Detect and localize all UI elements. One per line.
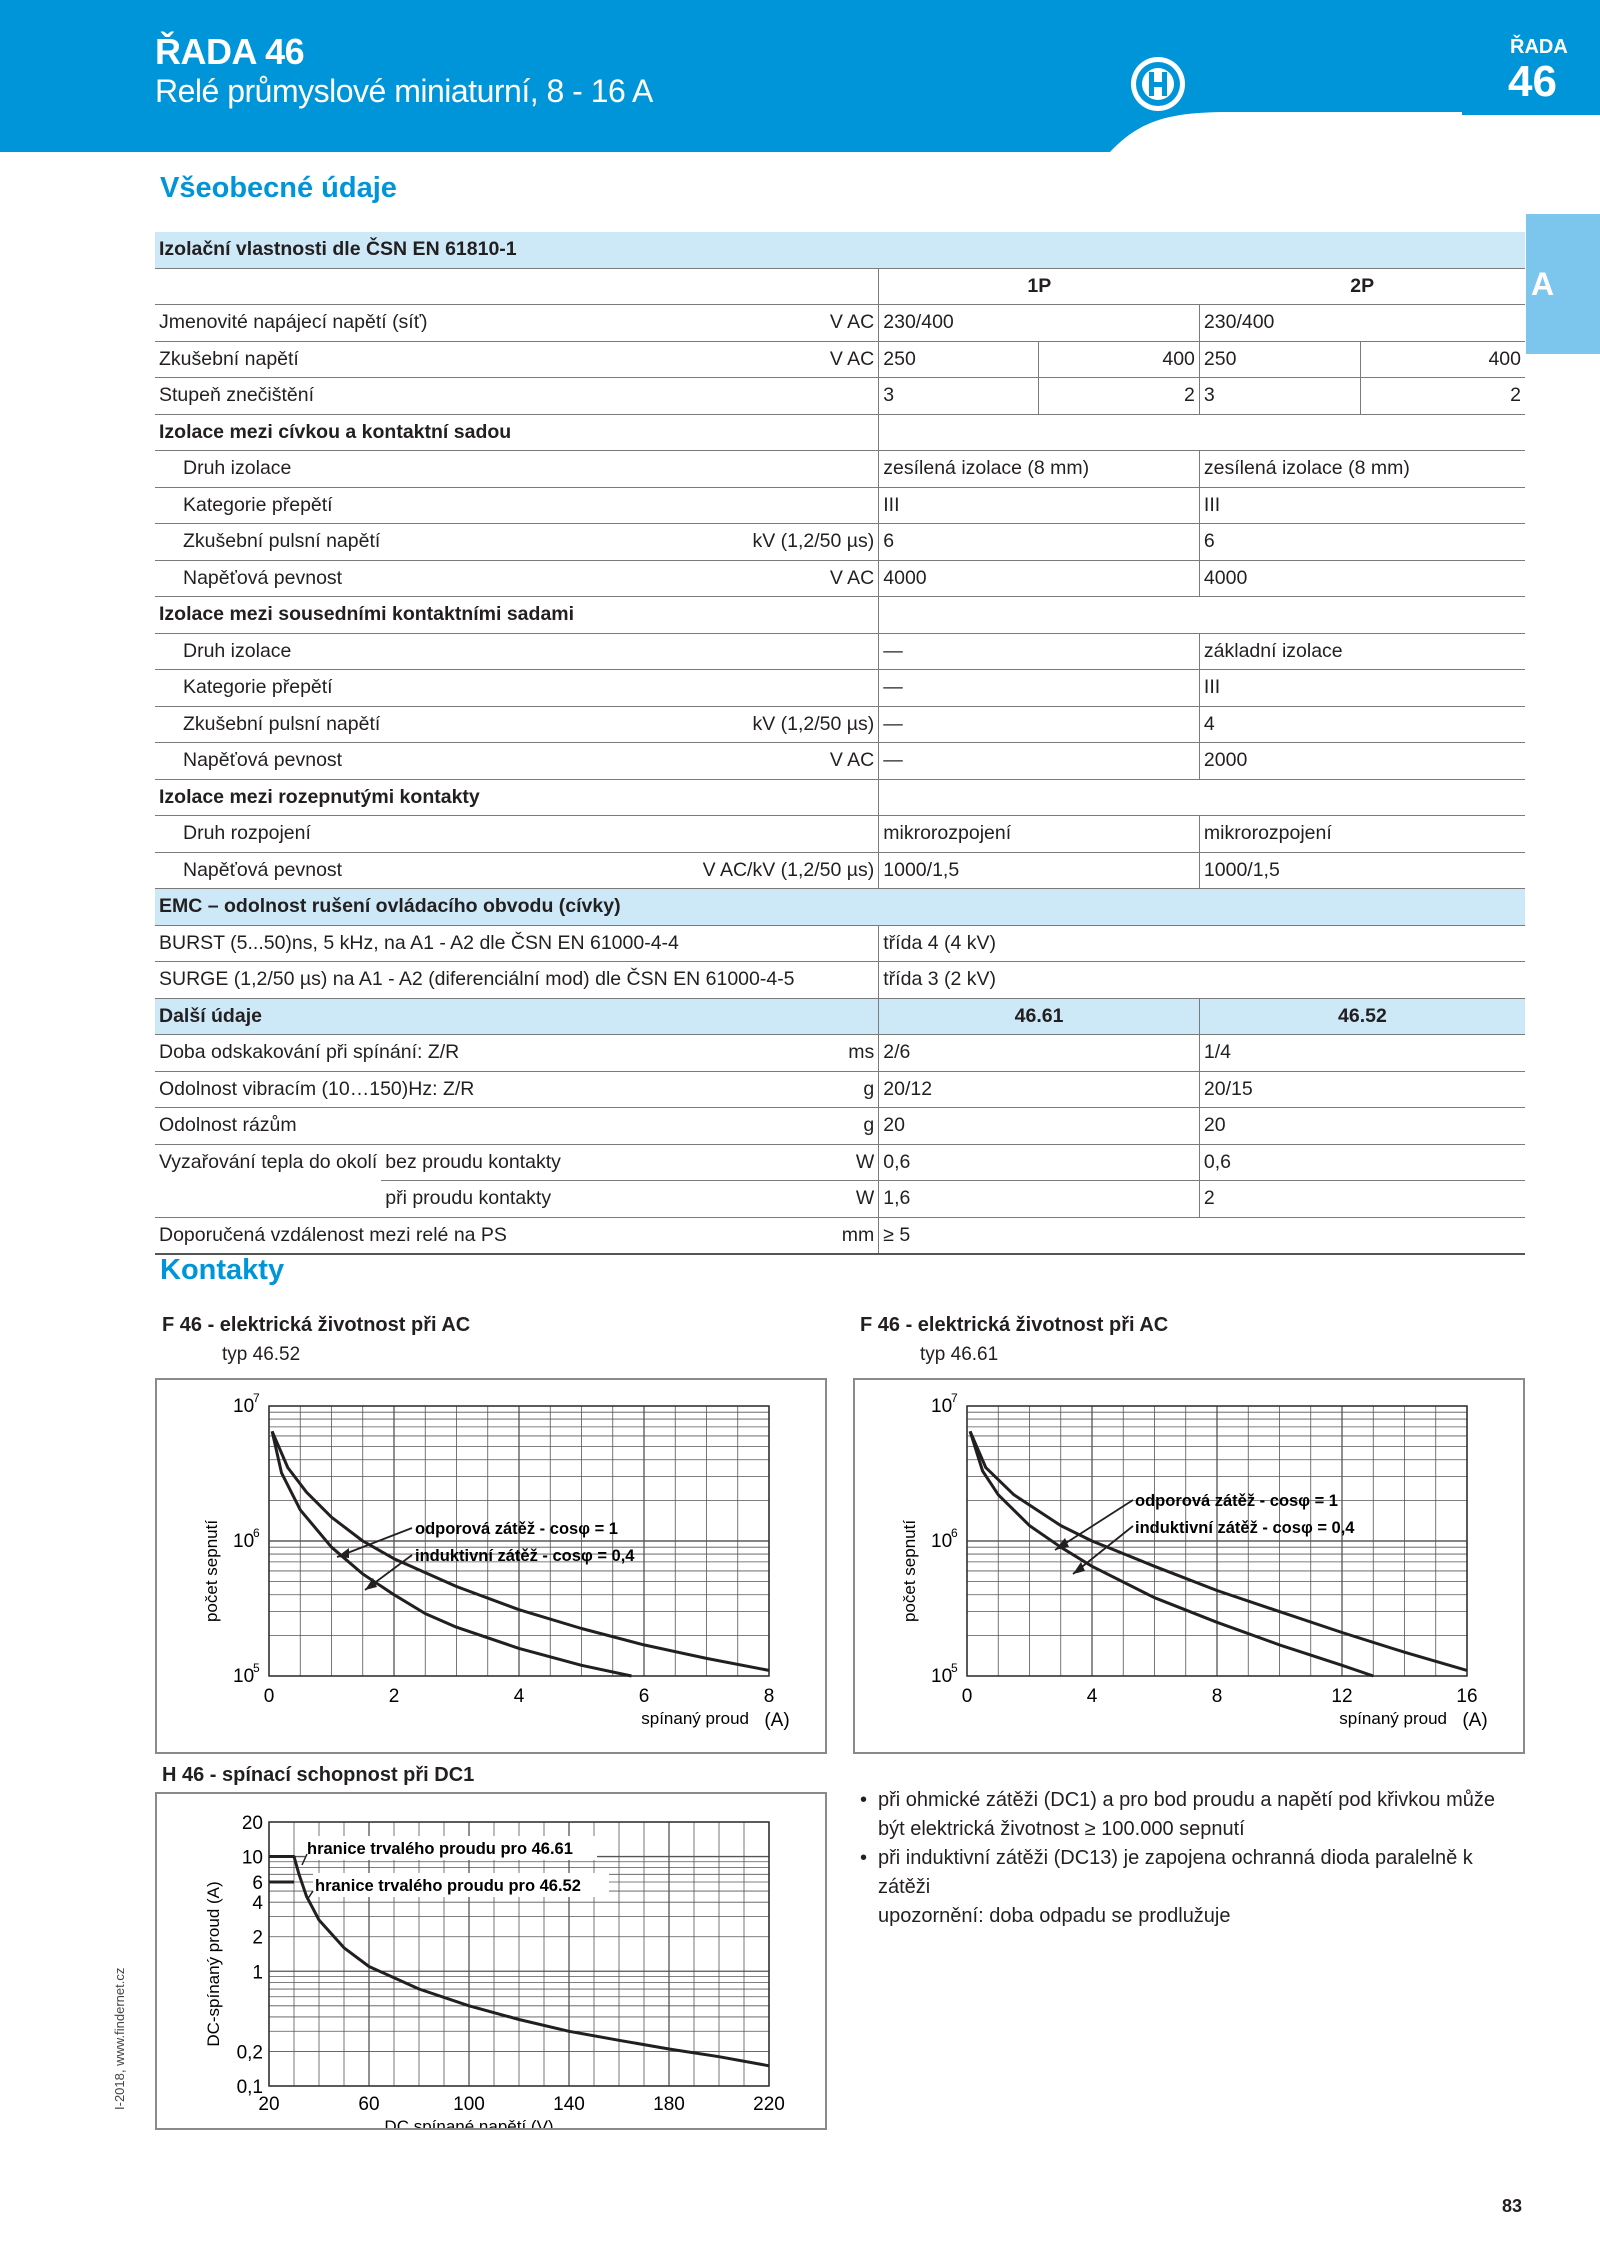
table-row: [155, 743, 1525, 780]
row-label: Napěťová pevnost: [155, 852, 565, 889]
y-tick-exponent: 7: [253, 1391, 260, 1405]
y-axis-label: počet sepnutí: [900, 1519, 919, 1623]
table-row: [155, 1217, 1525, 1254]
cell-value: III: [1199, 670, 1525, 707]
row-label: Kategorie přepětí: [155, 487, 565, 524]
series-line-1: [970, 1431, 1467, 1670]
page-title: ŘADA 46: [155, 31, 305, 72]
row-label: Odolnost vibracím (10…150)Hz: Z/R: [155, 1071, 565, 1108]
y-tick-exponent: 6: [951, 1526, 958, 1540]
x-axis-label: spínaný proud: [1339, 1709, 1447, 1728]
table-row: [155, 962, 1525, 999]
chart1-subtitle: typ 46.52: [222, 1344, 301, 1365]
row-label: Zkušební napětí: [155, 341, 565, 378]
x-tick-label: 140: [553, 2094, 585, 2115]
spec-table: [155, 232, 1525, 1255]
row-unit: [565, 378, 879, 415]
table-row: [155, 305, 1525, 342]
legend-bg: [1133, 1488, 1371, 1538]
y-tick-label: 10: [241, 1847, 263, 1869]
x-axis-unit: (A): [1462, 1710, 1488, 1731]
cell-value: 6: [1199, 524, 1525, 561]
series-number: 46: [1508, 57, 1557, 106]
x-tick-label: 16: [1456, 1686, 1478, 1707]
cell-value: 250: [879, 341, 1038, 378]
row-label: Doporučená vzdálenost mezi relé na PS: [155, 1217, 565, 1254]
table-row: [155, 816, 1525, 853]
chart1-title: F 46 - elektrická životnost při AC: [162, 1314, 471, 1336]
table-band: [155, 889, 1525, 926]
cell-value: třída 3 (2 kV): [879, 962, 1525, 999]
section-title-contacts: Kontakty: [160, 1254, 285, 1286]
section-title-general: Všeobecné údaje: [160, 172, 397, 204]
cell-value: —: [879, 706, 1200, 743]
cell-value: 4: [1199, 706, 1525, 743]
row-unit: W: [565, 1181, 879, 1218]
x-tick-label: 100: [453, 2094, 485, 2115]
band-emc: EMC – odolnost rušení ovládacího obvodu (cívky): [155, 889, 1525, 926]
chart2-subtitle: typ 46.61: [920, 1344, 999, 1365]
row-label: BURST (5...50)ns, 5 kHz, na A1 - A2 dle ČSN EN 61000-4-4: [155, 925, 879, 962]
cell-value: 230/400: [879, 305, 1200, 342]
band-insulation: Izolační vlastnosti dle ČSN EN 61810-1: [155, 232, 1525, 268]
table-row: [155, 487, 1525, 524]
cell-value: mikrorozpojení: [1199, 816, 1525, 853]
legend-arrow-head: [1073, 1562, 1085, 1574]
subsection-label: Izolace mezi sousedními kontaktními sadami: [155, 597, 879, 634]
cell-value: zesílená izolace (8 mm): [1199, 451, 1525, 488]
row-unit: V AC: [565, 341, 879, 378]
chart2-frame: [853, 1378, 1525, 1754]
y-tick-label: 0,2: [236, 2042, 263, 2064]
cell-value: 230/400: [1199, 305, 1525, 342]
cell-value: 1,6: [879, 1181, 1200, 1218]
chart2-title: F 46 - elektrická životnost při AC: [860, 1314, 1169, 1336]
cell-value: III: [879, 487, 1200, 524]
annotation-4661: hranice trvalého proudu pro 46.61: [307, 1840, 573, 1858]
table-row: [155, 597, 1525, 634]
footer-side-text: I-2018, www.findernet.cz: [112, 1967, 127, 2110]
note-item: • při induktivní zátěži (DC13) je zapojena ochranná dioda paralelně k zátěži: [860, 1847, 1473, 1898]
cell-value: 20/15: [1199, 1071, 1525, 1108]
note-item: • při ohmické zátěži (DC1) a pro bod proudu a napětí pod křivkou může být elektrická životnost ≥ 100.000 sepnutí: [860, 1789, 1495, 1840]
row-unit: kV (1,2/50 µs): [565, 524, 879, 561]
cell-value: 0,6: [1199, 1144, 1525, 1181]
y-tick-label: 6: [252, 1872, 263, 1894]
row-unit: [565, 451, 879, 488]
x-tick-label: 220: [753, 2094, 785, 2115]
y-tick-label: 4: [252, 1893, 263, 1915]
x-tick-label: 60: [358, 2094, 380, 2115]
cell-value: —: [879, 633, 1200, 670]
legend-label-2: induktivní zátěž - cosφ = 0,4: [415, 1547, 635, 1565]
table-row: [155, 414, 1525, 451]
cell-value: 20: [879, 1108, 1200, 1145]
legend-label-1: odporová zátěž - cosφ = 1: [415, 1520, 618, 1538]
section-tab-label: A: [1531, 266, 1555, 302]
row-unit: kV (1,2/50 µs): [565, 706, 879, 743]
table-row: [155, 378, 1525, 415]
chart1-svg: [157, 1380, 825, 1752]
row-label: Doba odskakování při spínání: Z/R: [155, 1035, 565, 1072]
row-unit: V AC: [565, 743, 879, 780]
cell-value: 2: [1360, 378, 1525, 415]
x-tick-label: 8: [1211, 1686, 1223, 1707]
subsection-label: Izolace mezi rozepnutými kontakty: [155, 779, 879, 816]
cell-value: 250: [1199, 341, 1360, 378]
note-text: při ohmické zátěži (DC1) a pro bod proudu a napětí pod křivkou může být elektrická životnost ≥ 100.000 sepnutí: [878, 1789, 1495, 1840]
cell-value: 2: [1038, 378, 1199, 415]
table-row: [155, 1144, 1525, 1181]
row-label: Druh izolace: [155, 633, 565, 670]
row-label: Jmenovité napájecí napětí (síť): [155, 305, 565, 342]
chart3-frame: [155, 1792, 827, 2130]
legend-bg: [413, 1516, 651, 1566]
row-label: Kategorie přepětí: [155, 670, 565, 707]
y-axis-label: počet sepnutí: [202, 1519, 221, 1623]
row-unit: V AC: [565, 305, 879, 342]
cell-value: 1/4: [1199, 1035, 1525, 1072]
table-row: [155, 524, 1525, 561]
cell-value: —: [879, 743, 1200, 780]
row-label: Zkušební pulsní napětí: [155, 706, 565, 743]
row-sublabel: při proudu kontakty: [381, 1181, 565, 1218]
legend-label-1: odporová zátěž - cosφ = 1: [1135, 1492, 1338, 1510]
table-row: [155, 451, 1525, 488]
note-extra: [860, 1902, 1500, 1931]
row-unit: W: [565, 1144, 879, 1181]
row-unit: [565, 816, 879, 853]
col-1p: 1P: [879, 268, 1200, 305]
notes: [860, 1786, 1500, 1931]
row-label: Stupeň znečištění: [155, 378, 565, 415]
cell-value: mikrorozpojení: [879, 816, 1200, 853]
row-label: Napěťová pevnost: [155, 560, 565, 597]
row-unit: V AC/kV (1,2/50 µs): [565, 852, 879, 889]
table-band: [155, 232, 1525, 268]
y-axis-label: DC-spínaný proud (A): [204, 1881, 223, 2047]
row-label: SURGE (1,2/50 µs) na A1 - A2 (diferenciální mod) dle ČSN EN 61000-4-5: [155, 962, 879, 999]
row-unit: [565, 633, 879, 670]
x-axis-unit: (A): [764, 1710, 790, 1731]
band-other: Další údaje: [155, 998, 879, 1035]
cell-value: 2: [1199, 1181, 1525, 1218]
subsection-label: Izolace mezi cívkou a kontaktní sadou: [155, 414, 879, 451]
table-row: [155, 268, 1525, 305]
table-row: [155, 925, 1525, 962]
y-tick-exponent: 5: [253, 1661, 260, 1675]
row-unit: g: [565, 1071, 879, 1108]
x-tick-label: 8: [763, 1686, 775, 1707]
y-tick-label: 1: [252, 1962, 263, 1984]
col-4661: 46.61: [879, 998, 1200, 1035]
cell-value: ≥ 5: [879, 1217, 1525, 1254]
cell-value: 3: [1199, 378, 1360, 415]
row-label: Vyzařování tepla do okolí: [155, 1144, 381, 1217]
cell-value: 2/6: [879, 1035, 1200, 1072]
y-tick-label: 2: [252, 1927, 263, 1949]
col-4652: 46.52: [1199, 998, 1525, 1035]
x-tick-label: 4: [513, 1686, 525, 1707]
table-row: [155, 1071, 1525, 1108]
cell-value: 3: [879, 378, 1038, 415]
chart3-svg: [157, 1794, 825, 2128]
y-tick-label: 10: [931, 1396, 953, 1417]
x-tick-label: 0: [961, 1686, 973, 1707]
y-tick-label: 10: [233, 1531, 255, 1552]
table-row: [155, 706, 1525, 743]
series-label: ŘADA: [1510, 36, 1568, 58]
cell-value: 6: [879, 524, 1200, 561]
cell-value: 2000: [1199, 743, 1525, 780]
cell-value: 400: [1360, 341, 1525, 378]
row-unit: ms: [565, 1035, 879, 1072]
annotation-leader: [307, 1891, 313, 1900]
row-label: Odolnost rázům: [155, 1108, 565, 1145]
x-tick-label: 6: [638, 1686, 650, 1707]
row-sublabel: bez proudu kontakty: [381, 1144, 565, 1181]
chart2-svg: [855, 1380, 1523, 1752]
table-row: [155, 633, 1525, 670]
table-band: [155, 998, 1525, 1035]
row-label: Zkušební pulsní napětí: [155, 524, 565, 561]
cell-value: 20/12: [879, 1071, 1200, 1108]
col-2p: 2P: [1199, 268, 1525, 305]
x-tick-label: 2: [388, 1686, 400, 1707]
x-tick-label: 180: [653, 2094, 685, 2115]
x-axis-label: DC spínané napětí (V): [384, 2117, 554, 2128]
table-row: [155, 1108, 1525, 1145]
y-tick-label: 20: [241, 1813, 263, 1834]
table-row: [155, 560, 1525, 597]
cell-value: základní izolace: [1199, 633, 1525, 670]
cell-value: 400: [1038, 341, 1199, 378]
row-label: Napěťová pevnost: [155, 743, 565, 780]
y-tick-label: 10: [233, 1396, 255, 1417]
note-text: při induktivní zátěži (DC13) je zapojena ochranná dioda paralelně k zátěži: [878, 1847, 1473, 1898]
legend-label-2: induktivní zátěž - cosφ = 0,4: [1135, 1519, 1355, 1537]
y-tick-label: 10: [931, 1531, 953, 1552]
cell-value: 0,6: [879, 1144, 1200, 1181]
chart1-frame: [155, 1378, 827, 1754]
page-number: 83: [1502, 2196, 1523, 2216]
table-row: [155, 341, 1525, 378]
cell-value: 1000/1,5: [879, 852, 1200, 889]
cell-value: —: [879, 670, 1200, 707]
row-label: Druh izolace: [155, 451, 565, 488]
x-tick-label: 20: [258, 2094, 280, 2115]
table-row: [155, 779, 1525, 816]
cell-value: 20: [1199, 1108, 1525, 1145]
x-axis-label: spínaný proud: [641, 1709, 749, 1728]
table-row: [155, 852, 1525, 889]
y-tick-label: 10: [233, 1666, 255, 1687]
cell-value: III: [1199, 487, 1525, 524]
cell-value: 1000/1,5: [1199, 852, 1525, 889]
y-tick-exponent: 5: [951, 1661, 958, 1675]
annotation-4652: hranice trvalého proudu pro 46.52: [315, 1877, 581, 1895]
y-tick-exponent: 6: [253, 1526, 260, 1540]
page-subtitle: Relé průmyslové miniaturní, 8 - 16 A: [155, 73, 653, 109]
x-tick-label: 4: [1086, 1686, 1098, 1707]
table-row: [155, 1035, 1525, 1072]
row-unit: mm: [565, 1217, 879, 1254]
x-tick-label: 12: [1331, 1686, 1353, 1707]
row-unit: V AC: [565, 560, 879, 597]
y-tick-label: 10: [931, 1666, 953, 1687]
cell-value: 4000: [879, 560, 1200, 597]
y-tick-label: 0,1: [236, 2077, 263, 2098]
chart3-title: H 46 - spínací schopnost při DC1: [162, 1764, 475, 1786]
series-line-2: [970, 1431, 1373, 1676]
row-unit: [565, 670, 879, 707]
x-tick-label: 0: [263, 1686, 275, 1707]
finder-logo-text: finder: [1190, 56, 1307, 105]
row-unit: [565, 487, 879, 524]
y-tick-exponent: 7: [951, 1391, 958, 1405]
cell-value: 4000: [1199, 560, 1525, 597]
table-row: [155, 670, 1525, 707]
row-unit: g: [565, 1108, 879, 1145]
note-text: upozornění: doba odpadu se prodlužuje: [878, 1905, 1231, 1927]
cell-value: třída 4 (4 kV): [879, 925, 1525, 962]
row-label: Druh rozpojení: [155, 816, 565, 853]
cell-value: zesílená izolace (8 mm): [879, 451, 1200, 488]
